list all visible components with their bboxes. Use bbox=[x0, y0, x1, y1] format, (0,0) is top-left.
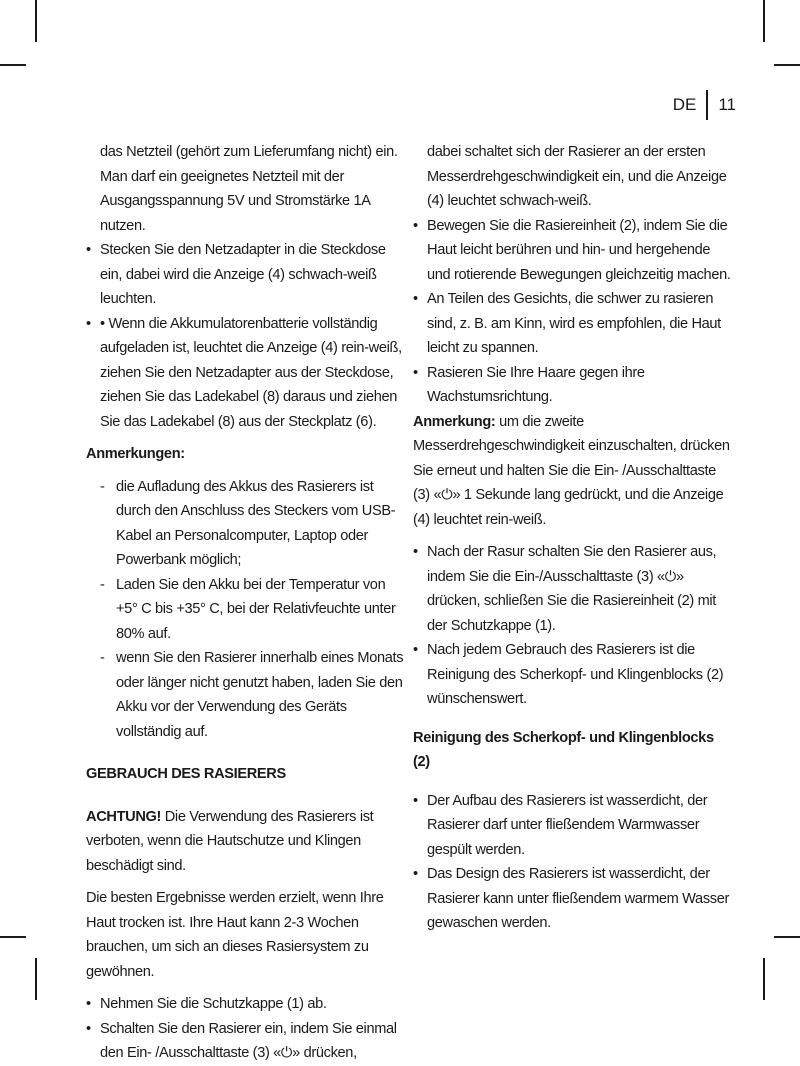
list-item-text: Nach der Rasur schalten Sie den Rasierer aus, indem Sie die Ein-/Ausschalttaste (3) «⏻» drücken, schließen Sie die Rasiereinheit (2) mit der Schutzkappe (1). bbox=[427, 544, 717, 634]
list-item bbox=[86, 1017, 404, 1066]
list-item bbox=[86, 238, 404, 312]
bullet-icon: • bbox=[86, 1020, 91, 1037]
best-results-paragraph: Die besten Ergebnisse werden erzielt, wenn Ihre Haut trocken ist. Ihre Haut kann 2-3 Wochen brauchen, um sich an dieses Rasiersystem zu gewöhnen. bbox=[86, 890, 384, 980]
crop-mark bbox=[35, 958, 37, 1000]
bullet-icon: • bbox=[86, 242, 91, 258]
list-item bbox=[86, 992, 404, 1017]
bullet-icon: • bbox=[413, 642, 418, 658]
intro-paragraph: das Netzteil (gehört zum Lieferumfang nicht) ein. Man darf ein geeignetes Netzteil mit der Ausgangsspannung 5V und Stromstärke 1A nutzen. bbox=[100, 144, 398, 234]
note-label: Anmerkung: bbox=[413, 413, 496, 430]
list-item-text: Schalten Sie den Rasierer ein, indem Sie einmal den Ein- /Ausschalttaste (3) «⏻» drücken, bbox=[100, 1020, 397, 1061]
page-header bbox=[673, 90, 736, 120]
list-item bbox=[86, 646, 404, 744]
bullet-icon: • bbox=[413, 866, 418, 882]
continuation-paragraph: dabei schaltet sich der Rasierer an der ersten Messerdrehgeschwindigkeit ein, und die Anzeige (4) leuchtet schwach-weiß. bbox=[427, 144, 727, 209]
crop-mark bbox=[774, 936, 800, 938]
bullet-icon: • bbox=[86, 996, 91, 1012]
dash-icon: - bbox=[100, 478, 105, 495]
crop-mark bbox=[774, 64, 800, 66]
bullet-icon: • bbox=[413, 364, 418, 381]
list-item-text: Laden Sie den Akku bei der Temperatur von +5° C bis +35° C, bei der Relativfeuchte unter 80% auf. bbox=[116, 576, 396, 642]
list-item bbox=[86, 475, 404, 573]
note-text: um die zweite Messerdrehgeschwindigkeit einzuschalten, drücken Sie erneut und halten Sie die Ein- /Ausschalttaste (3) «⏻» 1 Sekunde lang gedrückt, und die Anzeige (4) leuchtet rein-weiß. bbox=[413, 413, 730, 528]
list-item bbox=[413, 540, 731, 638]
note-paragraph bbox=[413, 410, 731, 533]
list-item bbox=[413, 862, 731, 936]
bullet-icon: • bbox=[413, 792, 418, 809]
list-item bbox=[413, 287, 731, 361]
list-item bbox=[86, 573, 404, 647]
left-column bbox=[86, 140, 404, 1066]
bullet-icon: • bbox=[86, 315, 91, 332]
page-number: 11 bbox=[718, 95, 736, 114]
language-code: DE bbox=[672, 95, 697, 114]
crop-mark bbox=[0, 936, 26, 938]
list-item-text: Nehmen Sie die Schutzkappe (1) ab. bbox=[100, 996, 327, 1012]
section-heading: GEBRAUCH DES RASIERERS bbox=[86, 766, 286, 782]
notes-heading: Anmerkungen: bbox=[86, 446, 185, 462]
crop-mark bbox=[0, 64, 26, 66]
list-item-text: • Wenn die Akkumulatorenbatterie vollständig aufgeladen ist, leuchtet die Anzeige (4) rein-weiß, ziehen Sie den Netzadapter aus der Steckdose, ziehen Sie das Ladekabel (8) daraus und ziehen Sie das Ladekabel (8) aus der Steckplatz (6). bbox=[100, 315, 402, 430]
cleaning-heading: Reinigung des Scherkopf- und Klingenblocks (2) bbox=[413, 729, 714, 770]
warning-label: ACHTUNG! bbox=[86, 808, 162, 825]
list-item-text: wenn Sie den Rasierer innerhalb eines Monats oder länger nicht genutzt haben, laden Sie den Akku vor der Verwendung des Geräts vollständig auf. bbox=[116, 650, 404, 740]
list-item bbox=[86, 312, 404, 435]
crop-mark bbox=[763, 958, 765, 1000]
dash-icon: - bbox=[100, 650, 105, 666]
right-column bbox=[413, 140, 731, 936]
bullet-icon: • bbox=[413, 544, 418, 560]
list-item-text: Nach jedem Gebrauch des Rasierers ist die Reinigung des Scherkopf- und Klingenblocks (2) wünschenswert. bbox=[427, 642, 724, 707]
list-item-text: Bewegen Sie die Rasiereinheit (2), indem Sie die Haut leicht berühren und hin- und hergehende und rotierende Bewegungen gleichzeitig machen. bbox=[427, 217, 731, 283]
list-item-text: Stecken Sie den Netzadapter in die Steckdose ein, dabei wird die Anzeige (4) schwach-weiß leuchten. bbox=[100, 242, 386, 307]
list-item bbox=[413, 638, 731, 712]
list-item bbox=[413, 789, 731, 863]
list-item bbox=[413, 361, 731, 410]
list-item-text: Das Design des Rasierers ist wasserdicht, der Rasierer kann unter fließendem warmem Wasser gewaschen werden. bbox=[427, 866, 729, 931]
dash-icon: - bbox=[100, 576, 105, 593]
crop-mark bbox=[763, 0, 765, 42]
bullet-icon: • bbox=[413, 217, 418, 234]
list-item-text: Rasieren Sie Ihre Haare gegen ihre Wachstumsrichtung. bbox=[427, 364, 645, 405]
warning-paragraph bbox=[86, 805, 404, 879]
crop-mark bbox=[35, 0, 37, 42]
list-item-text: An Teilen des Gesichts, die schwer zu rasieren sind, z. B. am Kinn, wird es empfohlen, die Haut leicht zu spannen. bbox=[427, 291, 721, 356]
warning-text: Die Verwendung des Rasierers ist verboten, wenn die Hautschutze und Klingen beschädigt sind. bbox=[86, 808, 374, 874]
bullet-icon: • bbox=[413, 291, 418, 307]
list-item-text: die Aufladung des Akkus des Rasierers ist durch den Anschluss des Steckers vom USB-Kabel an Personalcomputer, Laptop oder Powerbank möglich; bbox=[116, 478, 396, 568]
list-item-text: Der Aufbau des Rasierers ist wasserdicht, der Rasierer darf unter fließendem Warmwasser gespült werden. bbox=[427, 792, 708, 858]
list-item bbox=[413, 214, 731, 288]
